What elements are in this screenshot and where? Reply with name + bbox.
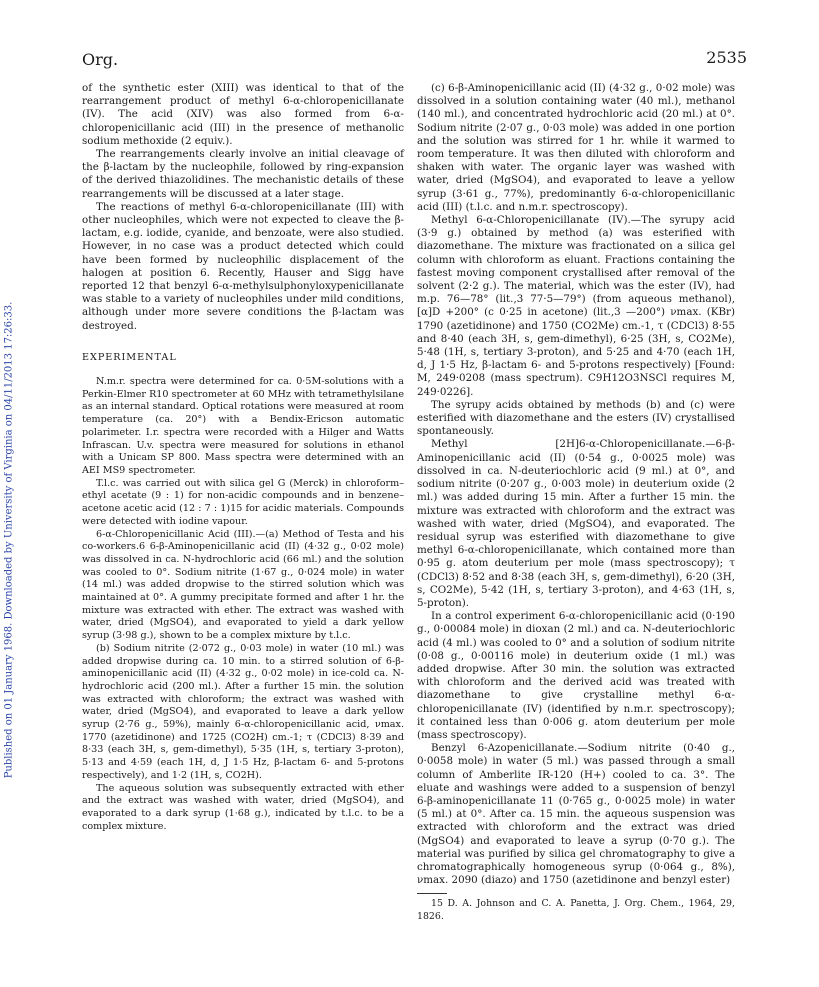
- paragraph: 6-α-Chloropenicillanic Acid (III).—(a) Method of Testa and his co-workers.6 6-β-Aminopenicillanic acid (II) (4·32 g., 0·02 mole) was dissolved in ca. N-hydrochloric acid (66 ml.) and the solution was cooled to 0°. Sodium nitrite (1·67 g., 0·024 mole) in water (14 ml.) was added dropwise to the stirred solution which was maintained at 0°. A gummy precipitate formed and after 1 hr. the mixture was extracted with ether. The extract was washed with water, dried (MgSO4), and evaporated to yield a dark yellow syrup (3·98 g.), shown to be a complex mixture by t.l.c.: [82, 528, 404, 642]
- paragraph: The rearrangements clearly involve an initial cleavage of the β-lactam by the nucleophile, followed by ring-expansion of the derived thiazolidines. The mechanistic details of these rearrangements will be discussed at a later stage.: [82, 148, 404, 200]
- paragraph: In a control experiment 6-α-chloropenicillanic acid (0·190 g., 0·00084 mole) in dioxan (2 ml.) and ca. N-deuteriochloric acid (4 ml.) was cooled to 0° and a solution of sodium nitrite (0·08 g., 0·00116 mole) in deuterium oxide (1 ml.) was added dropwise. After 30 min. the solution was extracted with chloroform and the derived acid was treated with diazomethane to give crystalline methyl 6-α-chloropenicillanate (IV) (identified by n.m.r. spectroscopy); it contained less than 0·006 g. atom deuterium per mole (mass spectroscopy).: [417, 610, 735, 741]
- paragraph: The aqueous solution was subsequently extracted with ether and the extract was washed with water, dried (MgSO4), and evaporated to a dark syrup (1·68 g.), indicated by t.l.c. to be a complex mixture.: [82, 782, 404, 832]
- paragraph: N.m.r. spectra were determined for ca. 0·5M-solutions with a Perkin-Elmer R10 spectrometer at 60 MHz with tetramethylsilane as an internal standard. Optical rotations were measured at room temperature (ca. 20°) with a Bendix-Ericson automatic polarimeter. I.r. spectra were recorded with a Hilger and Watts Infrascan. U.v. spectra were measured for solutions in ethanol with a Unicam SP 800. Mass spectra were determined with an AEI MS9 spectrometer.: [82, 376, 404, 476]
- paragraph: Methyl 6-α-Chloropenicillanate (IV).—The syrupy acid (3·9 g.) obtained by method (a) was esterified with diazomethane. The mixture was fractionated on a silica gel column with chloroform as eluant. Fractions containing the fastest moving component crystallised after removal of the solvent (2·2 g.). The material, which was the ester (IV), had m.p. 76—78° (lit.,3 77·5—79°) (from aqueous methanol), [α]D +200° (c 0·25 in acetone) (lit.,3 —200°) νmax. (KBr) 1790 (azetidinone) and 1750 (CO2Me) cm.-1, τ (CDCl3) 8·55 and 8·40 (each 3H, s, gem-dimethyl), 6·25 (3H, s, CO2Me), 5·48 (1H, s, tertiary 3-proton), and 5·25 and 4·70 (each 1H, d, J 1·5 Hz, β-lactam 6- and 5-protons respectively) [Found: M, 249·0208 (mass spectrum). C9H12O3NSCl requires M, 249·0226].: [417, 214, 735, 398]
- page-number: 2535: [706, 48, 747, 67]
- paragraph: T.l.c. was carried out with silica gel G (Merck) in chloroform–ethyl acetate (9 : 1) for non-acidic compounds and in benzene–acetone acetic acid (12 : 7 : 1)15 for acidic materials. Compounds were detected with iodine vapour.: [82, 477, 404, 527]
- left-column: [82, 82, 404, 833]
- paragraph: The syrupy acids obtained by methods (b) and (c) were esterified with diazomethane and the esters (IV) crystallised spontaneously.: [417, 398, 735, 438]
- right-column: [417, 82, 735, 923]
- paragraph: Methyl [2H]6-α-Chloropenicillanate.—6-β-Aminopenicillanic acid (II) (0·54 g., 0·0025 mole) was dissolved in ca. N-deuteriochloric acid (9 ml.) at 0°, and sodium nitrite (0·207 g., 0·003 mole) in deuterium oxide (2 ml.) was added during 15 min. After a further 15 min. the mixture was extracted with chloroform and the extract was washed with water, dried (MgSO4), and evaporated. The residual syrup was esterified with diazomethane to give methyl 6-α-chloropenicillanate, which contained more than 0·95 g. atom deuterium per mole (mass spectroscopy); τ (CDCl3) 8·52 and 8·38 (each 3H, s, gem-dimethyl), 6·20 (3H, s, CO2Me), 5·42 (1H, s, tertiary 3-proton), and 4·63 (1H, s, 5-proton).: [417, 438, 735, 609]
- footnote-rule: [417, 893, 447, 894]
- experimental-section: [82, 376, 404, 833]
- paragraph: (c) 6-β-Aminopenicillanic acid (II) (4·32 g., 0·02 mole) was dissolved in a solution containing water (40 ml.), methanol (140 ml.), and concentrated hydrochloric acid (20 ml.) at 0°. Sodium nitrite (2·07 g., 0·03 mole) was added in one portion and the solution was stirred for 1 hr. while it warmed to room temperature. It was then diluted with chloroform and shaken with water. The organic layer was washed with water, dried (MgSO4), and evaporated to leave a yellow syrup (3·61 g., 77%), predominantly 6-α-chloropenicillanic acid (III) (t.l.c. and n.m.r. spectroscopy).: [417, 82, 735, 213]
- paragraph: The reactions of methyl 6-α-chloropenicillanate (III) with other nucleophiles, which were not expected to cleave the β-lactam, e.g. iodide, cyanide, and benzoate, were also studied. However, in no case was a product detected which could have been formed by nucleophilic displacement of the halogen at position 6. Recently, Hauser and Sigg have reported 12 that benzyl 6-α-methylsulphonyloxypenicillanate was stable to a variety of nucleophiles under mild conditions, although under more severe conditions the β-lactam was destroyed.: [82, 200, 404, 332]
- section-heading: EXPERIMENTAL: [82, 351, 177, 363]
- paragraph: (b) Sodium nitrite (2·072 g., 0·03 mole) in water (10 ml.) was added dropwise during ca. 10 min. to a stirred solution of 6-β-aminopenicillanic acid (II) (4·32 g., 0·02 mole) in ice-cold ca. N-hydrochloric acid (200 ml.). After a further 15 min. the solution was extracted with chloroform; the extract was washed with water, dried (MgSO4), and evaporated to leave a dark yellow syrup (2·76 g., 59%), mainly 6-α-chloropenicillanic acid, νmax. 1770 (azetidinone) and 1725 (CO2H) cm.-1; τ (CDCl3) 8·39 and 8·33 (each 3H, s, gem-dimethyl), 5·35 (1H, s, tertiary 3-proton), 5·13 and 4·59 (each 1H, d, J 1·5 Hz, β-lactam 6- and 5-protons respectively), and 1·2 (1H, s, CO2H).: [82, 642, 404, 781]
- download-notice-text: Published on 01 January 1968. Downloaded by University of Virginia on 04/11/2013 17:26:33.: [3, 301, 15, 779]
- paragraph: of the synthetic ester (XIII) was identical to that of the rearrangement product of methyl 6-α-chloropenicillanate (IV). The acid (XIV) was also formed from 6-α-chloropenicillanic acid (III) in the presence of methanolic sodium methoxide (2 equiv.).: [82, 82, 404, 147]
- footnote: 15 D. A. Johnson and C. A. Panetta, J. Org. Chem., 1964, 29, 1826.: [417, 898, 735, 922]
- paragraph: Benzyl 6-Azopenicillanate.—Sodium nitrite (0·40 g., 0·0058 mole) in water (5 ml.) was passed through a small column of Amberlite IR-120 (H+) cooled to ca. 3°. The eluate and washings were added to a suspension of benzyl 6-β-aminopenicillanate 11 (0·765 g., 0·0025 mole) in water (5 ml.) at 0°. After ca. 15 min. the aqueous suspension was extracted with chloroform and the extract was dried (MgSO4) and evaporated to leave a syrup (0·70 g.). The material was purified by silica gel chromatography to give a chromatographically homogeneous syrup (0·064 g., 8%), νmax. 2090 (diazo) and 1750 (azetidinone and benzyl ester): [417, 742, 735, 887]
- journal-name: Org.: [82, 50, 119, 69]
- download-notice[interactable]: [2, 180, 16, 900]
